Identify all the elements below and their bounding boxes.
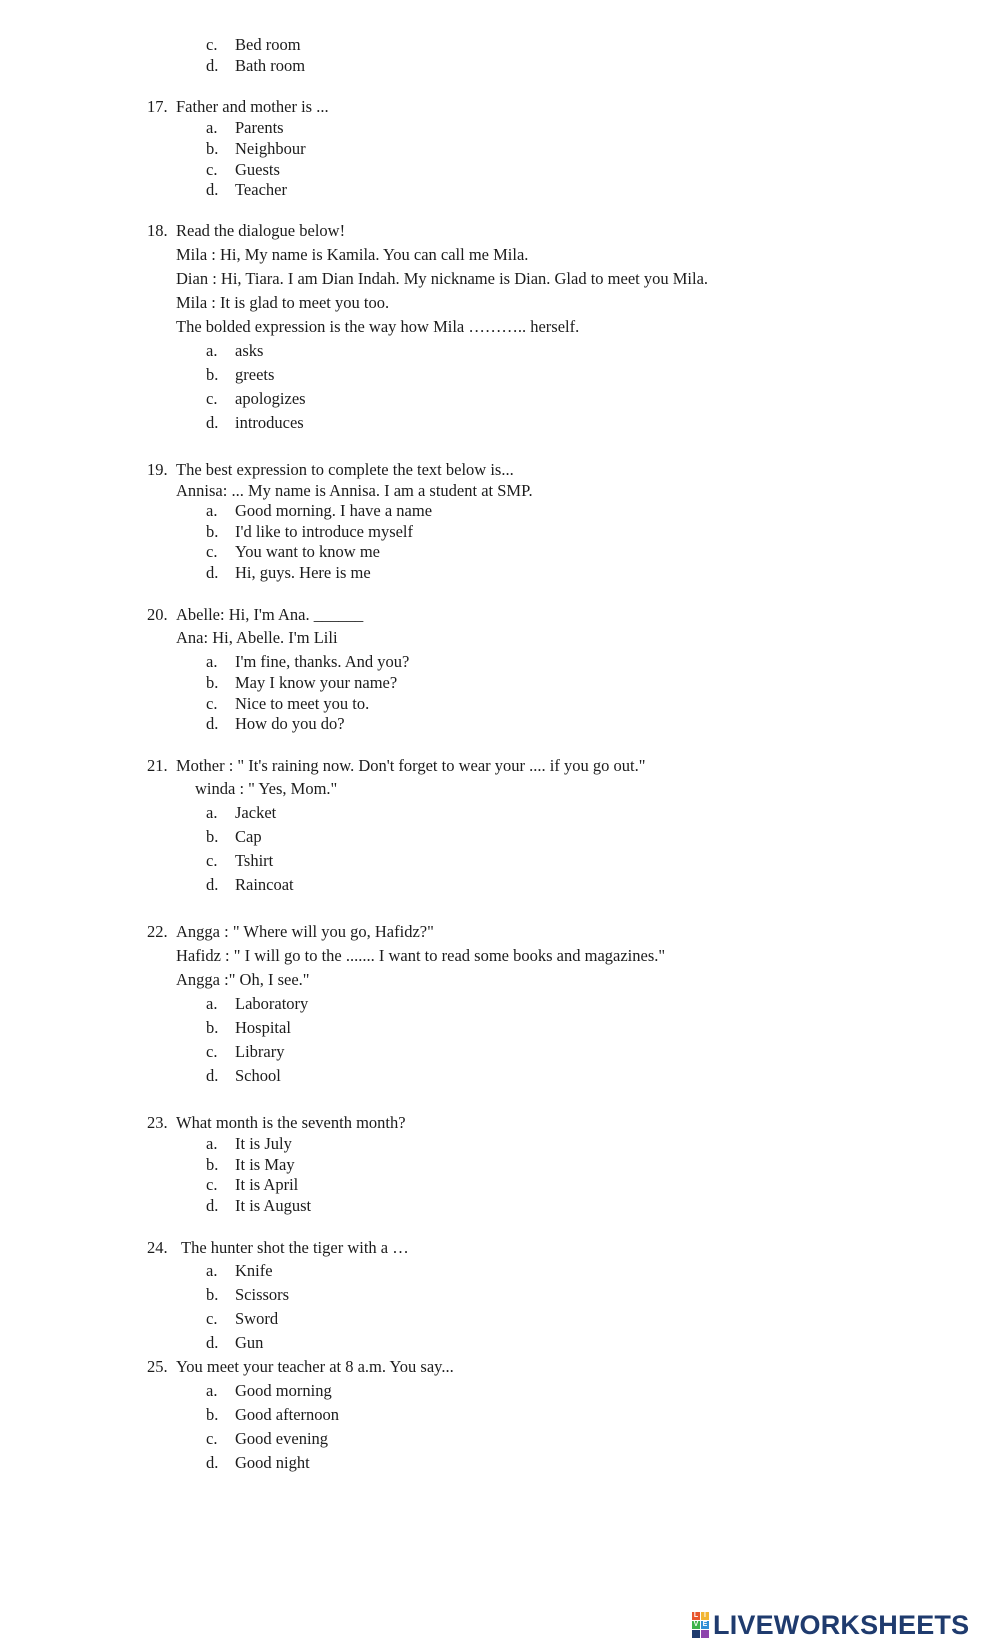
- option-letter: c.: [206, 851, 218, 870]
- option-letter: a.: [206, 501, 218, 520]
- dialogue-line: Abelle: Hi, I'm Ana. ______: [176, 605, 364, 624]
- option-text: Raincoat: [235, 875, 294, 894]
- question-text: The best expression to complete the text below is...: [176, 460, 514, 479]
- option-text: asks: [235, 341, 264, 360]
- question-number: 24.: [147, 1238, 168, 1257]
- dialogue-line: Angga :" Oh, I see.": [176, 970, 310, 989]
- option-letter: c.: [206, 1309, 218, 1328]
- logo-mark-cell: V: [693, 1621, 699, 1628]
- dialogue-line: Annisa: ... My name is Annisa. I am a student at SMP.: [176, 481, 533, 500]
- option-letter: d.: [206, 413, 219, 432]
- question-prompt: The bolded expression is the way how Mila ……….. herself.: [176, 317, 580, 336]
- option-letter: b.: [206, 1285, 219, 1304]
- question-text: Read the dialogue below!: [176, 221, 346, 240]
- option-text: It is August: [235, 1196, 312, 1215]
- option-letter: a.: [206, 652, 218, 671]
- option-text: Good night: [235, 1453, 310, 1472]
- option-text: Bath room: [235, 56, 306, 75]
- question-number: 20.: [147, 605, 168, 624]
- option-text: It is May: [235, 1155, 295, 1174]
- option-text: Guests: [235, 160, 280, 179]
- dialogue-line: winda : " Yes, Mom.": [195, 779, 338, 798]
- question-number: 19.: [147, 460, 168, 479]
- option-text: I'd like to introduce myself: [235, 522, 414, 541]
- option-letter: c.: [206, 1175, 218, 1194]
- option-letter: c.: [206, 35, 218, 54]
- question-text: The hunter shot the tiger with a …: [181, 1238, 409, 1257]
- option-text: Hospital: [235, 1018, 291, 1037]
- option-letter: b.: [206, 365, 219, 384]
- option-text: Parents: [235, 118, 284, 137]
- option-text: Hi, guys. Here is me: [235, 563, 371, 582]
- option-letter: b.: [206, 1405, 219, 1424]
- option-text: Good afternoon: [235, 1405, 340, 1424]
- option-letter: a.: [206, 1261, 218, 1280]
- option-text: You want to know me: [235, 542, 380, 561]
- option-letter: d.: [206, 180, 219, 199]
- question-number: 23.: [147, 1113, 168, 1132]
- dialogue-line: Mila : It is glad to meet you too.: [176, 293, 390, 312]
- option-text: Laboratory: [235, 994, 309, 1013]
- option-text: Good morning. I have a name: [235, 501, 433, 520]
- liveworksheets-logo-text: LIVEWORKSHEETS: [713, 1610, 970, 1640]
- option-letter: a.: [206, 341, 218, 360]
- option-letter: d.: [206, 875, 219, 894]
- logo-mark-cell: L: [693, 1612, 699, 1619]
- dialogue-line: Dian : Hi, Tiara. I am Dian Indah. My nickname is Dian. Glad to meet you Mila.: [176, 269, 709, 288]
- option-text: Knife: [235, 1261, 273, 1280]
- option-letter: d.: [206, 1066, 219, 1085]
- option-letter: c.: [206, 542, 218, 561]
- option-text: Scissors: [235, 1285, 290, 1304]
- option-text: It is April: [235, 1175, 299, 1194]
- option-letter: d.: [206, 1333, 219, 1352]
- option-letter: c.: [206, 389, 218, 408]
- option-letter: b.: [206, 1155, 219, 1174]
- option-letter: d.: [206, 56, 219, 75]
- option-letter: a.: [206, 1134, 218, 1153]
- question-number: 22.: [147, 922, 168, 941]
- option-letter: d.: [206, 1453, 219, 1472]
- option-letter: c.: [206, 160, 218, 179]
- option-letter: b.: [206, 522, 219, 541]
- option-text: School: [235, 1066, 281, 1085]
- option-text: Teacher: [235, 180, 287, 199]
- logo-mark-cell: [701, 1630, 709, 1638]
- option-letter: d.: [206, 714, 219, 733]
- option-text: apologizes: [235, 389, 306, 408]
- dialogue-line: Mother : " It's raining now. Don't forget to wear your .... if you go out.": [176, 756, 646, 775]
- option-text: greets: [235, 365, 275, 384]
- option-text: Library: [235, 1042, 285, 1061]
- option-letter: c.: [206, 694, 218, 713]
- option-letter: a.: [206, 118, 218, 137]
- option-text: Cap: [235, 827, 262, 846]
- question-number: 17.: [147, 97, 168, 116]
- dialogue-line: Angga : " Where will you go, Hafidz?": [176, 922, 434, 941]
- option-letter: b.: [206, 673, 219, 692]
- liveworksheets-logo-icon: [692, 1612, 709, 1638]
- option-text: introduces: [235, 413, 304, 432]
- question-text: Father and mother is ...: [176, 97, 329, 116]
- option-text: Gun: [235, 1333, 264, 1352]
- question-text: What month is the seventh month?: [176, 1113, 406, 1132]
- option-letter: c.: [206, 1042, 218, 1061]
- dialogue-line: Mila : Hi, My name is Kamila. You can call me Mila.: [176, 245, 529, 264]
- option-text: How do you do?: [235, 714, 345, 733]
- option-text: I'm fine, thanks. And you?: [235, 652, 410, 671]
- option-text: Good morning: [235, 1381, 332, 1400]
- logo-mark-cell: I: [701, 1612, 709, 1620]
- option-text: Tshirt: [235, 851, 274, 870]
- option-text: Neighbour: [235, 139, 306, 158]
- option-text: Good evening: [235, 1429, 329, 1448]
- question-text: You meet your teacher at 8 a.m. You say...: [176, 1357, 454, 1376]
- question-number: 18.: [147, 221, 168, 240]
- option-letter: b.: [206, 139, 219, 158]
- question-number: 25.: [147, 1357, 168, 1376]
- option-letter: a.: [206, 803, 218, 822]
- option-text: Jacket: [235, 803, 277, 822]
- option-letter: b.: [206, 827, 219, 846]
- option-letter: a.: [206, 994, 218, 1013]
- dialogue-line: Hafidz : " I will go to the ....... I want to read some books and magazines.": [176, 946, 666, 965]
- logo-mark-cell: [692, 1630, 700, 1638]
- option-letter: d.: [206, 563, 219, 582]
- liveworksheets-logo[interactable]: [692, 1612, 969, 1638]
- option-letter: a.: [206, 1381, 218, 1400]
- option-text: It is July: [235, 1134, 292, 1153]
- option-text: Bed room: [235, 35, 301, 54]
- question-number: 21.: [147, 756, 168, 775]
- option-letter: b.: [206, 1018, 219, 1037]
- dialogue-line: Ana: Hi, Abelle. I'm Lili: [176, 628, 338, 647]
- option-letter: c.: [206, 1429, 218, 1448]
- logo-mark-cell: E: [702, 1621, 708, 1628]
- option-letter: d.: [206, 1196, 219, 1215]
- option-text: May I know your name?: [235, 673, 398, 692]
- option-text: Sword: [235, 1309, 279, 1328]
- option-text: Nice to meet you to.: [235, 694, 370, 713]
